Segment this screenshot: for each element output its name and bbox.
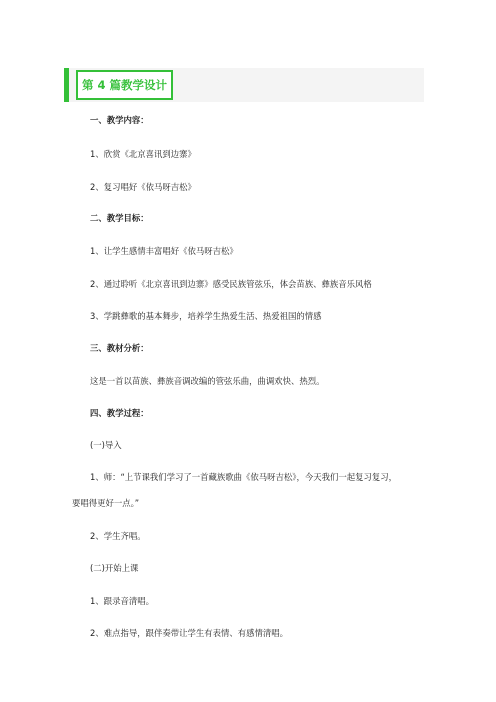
heading-teaching-content: 一、教学内容：	[90, 115, 149, 125]
class-item-1: 1、跟录音清唱。	[90, 596, 154, 606]
goal-item-2: 2、通过聆听《北京喜讯到边寨》感受民族管弦乐，体会苗族、彝族音乐风格	[90, 279, 372, 289]
intro-item-1-continued: 要唱得更好一点。”	[72, 498, 140, 508]
process-step-start-class: (二)开始上课	[90, 563, 139, 573]
content-item-2: 2、复习唱好《依马呀吉松》	[90, 182, 196, 192]
heading-teaching-goals: 二、教学目标：	[90, 213, 149, 223]
material-analysis-text: 这是一首以苗族、彝族音调改编的管弦乐曲，曲调欢快、热烈。	[90, 376, 325, 386]
goal-item-3: 3、学跳彝歌的基本舞步，培养学生热爱生活、热爱祖国的情感	[90, 311, 322, 321]
class-item-2: 2、难点指导，跟伴奏带让学生有表情、有感情清唱。	[90, 628, 288, 638]
intro-item-2: 2、学生齐唱。	[90, 531, 146, 541]
content-item-1: 1、欣赏《北京喜讯到边寨》	[90, 149, 196, 159]
heading-material-analysis: 三、教材分析：	[90, 343, 149, 353]
document-title: 第 4 篇教学设计	[82, 78, 168, 92]
goal-item-1: 1、让学生感情丰富唱好《依马呀吉松》	[90, 246, 238, 256]
heading-teaching-process: 四、教学过程：	[90, 408, 149, 418]
process-step-intro: (一)导入	[90, 440, 122, 450]
intro-item-1: 1、师：“上节课我们学习了一首藏族歌曲《依马呀吉松》，今天我们一起复习复习，	[90, 472, 397, 482]
